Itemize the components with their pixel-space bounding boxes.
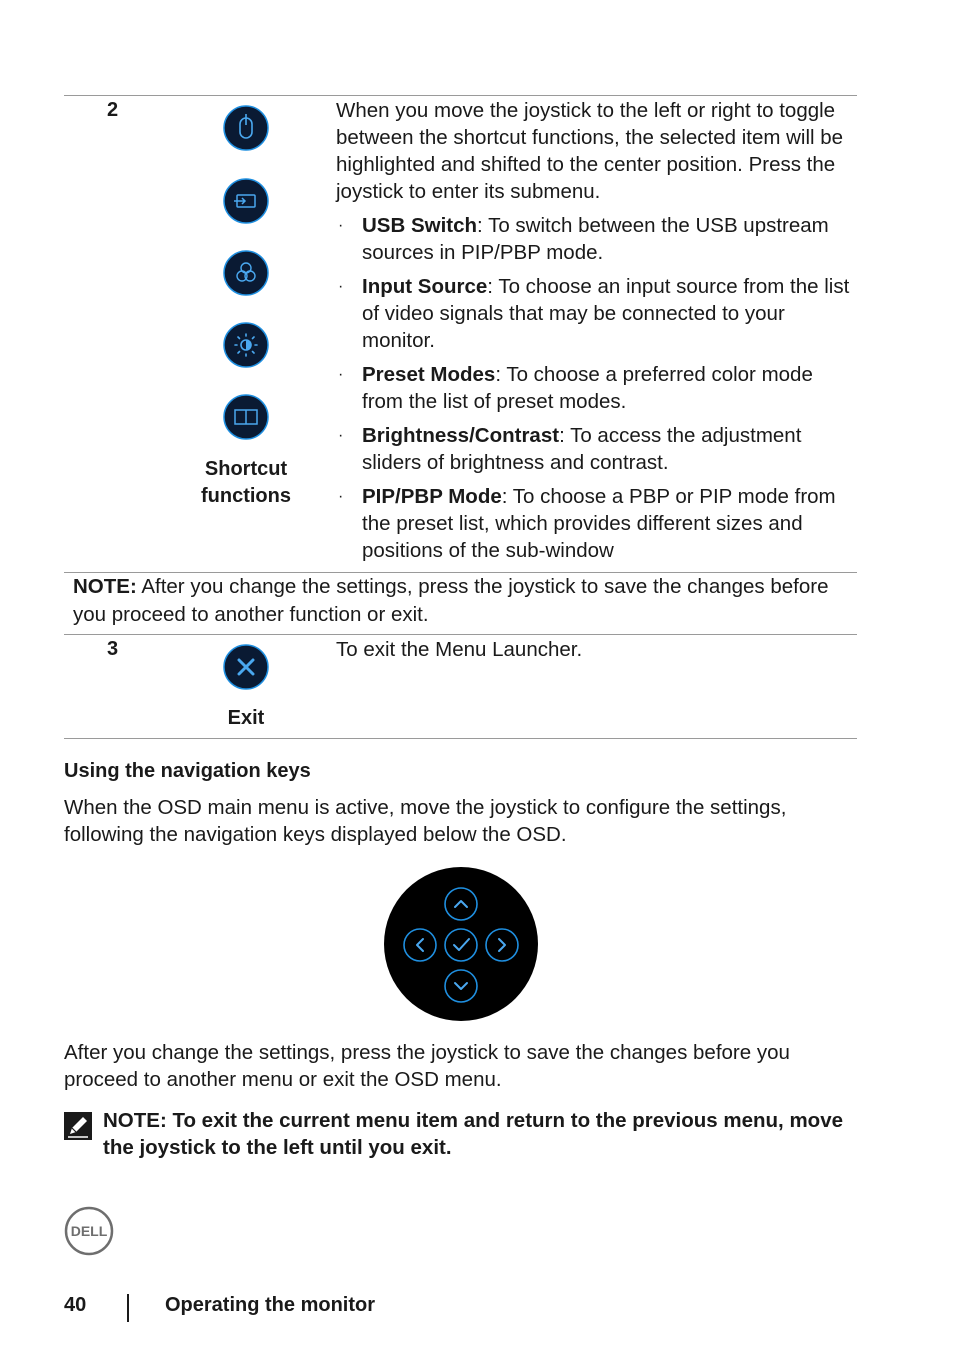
exit-description: To exit the Menu Launcher. [336,638,583,661]
bullet-text: : To choose a PBP or PIP mode from the preset list, which provides different sizes and positions of the sub-window [362,485,836,562]
footer-title: Operating the monitor [165,1294,375,1316]
preset-modes-icon [223,250,269,296]
shortcut-bullet-list [336,212,856,571]
shortcut-functions-label [176,456,316,510]
bullet-text: : To choose an input source from the list of video signals that may be connected to your monitor. [362,275,850,352]
bullet-brightness-contrast: · Brightness/Contrast: To access the adjustment sliders of brightness and contrast. [338,424,802,474]
row-number: 2 [107,99,119,121]
shortcut-description: When you move the joystick to the left or right to toggle between the shortcut functions, the selected item will be highlighted and shifted to the center position. Press the joystick to enter its submenu. [336,99,844,203]
bullet-preset-modes: · Preset Modes: To choose a preferred color mode from the list of preset modes. [338,363,813,413]
bullet-pip-pbp-mode: · PIP/PBP Mode: To choose a PBP or PIP mode from the preset list, which provides different sizes and positions of the sub-window [338,485,836,562]
bullet-text: : To switch between the USB upstream sources in PIP/PBP mode. [362,214,829,264]
footer-divider [127,1294,129,1322]
brightness-contrast-icon [223,322,269,368]
input-source-icon [223,178,269,224]
note-exit-menu: NOTE: To exit the current menu item and return to the previous menu, move the joystick to the left until you exit. [103,1109,844,1159]
bullet-term: Preset Modes [362,363,496,386]
table-rule-note-bottom [64,634,857,635]
label-line: Shortcut [204,458,288,480]
joystick-navigation-diagram [383,866,539,1022]
bullet-term: PIP/PBP Mode [362,485,502,508]
exit-icon [223,644,269,690]
bullet-text: : To choose a preferred color mode from the list of preset modes. [362,363,813,413]
bullet-term: USB Switch [362,214,478,237]
bullet-input-source: · Input Source: To choose an input source from the list of video signals that may be connected to your monitor. [338,275,850,352]
label-line: functions [201,485,291,507]
usb-switch-icon [223,105,269,151]
note-label: NOTE: [73,575,137,598]
pip-pbp-icon [223,394,269,440]
bullet-text: : To access the adjustment sliders of brightness and contrast. [362,424,802,474]
dell-logo [64,1206,114,1256]
table-rule-bottom [64,738,857,739]
row-number: 3 [107,638,119,660]
section-after-text: After you change the settings, press the joystick to save the changes before you proceed to another menu or exit the OSD menu. [64,1041,790,1091]
section-heading: Using the navigation keys [64,760,311,782]
dell-logo-text: DELL [70,1223,108,1239]
exit-label: Exit [227,707,265,729]
note-pencil-icon [64,1112,92,1140]
page-number: 40 [64,1294,87,1316]
bullet-term: Brightness/Contrast [362,424,560,447]
table-rule-top [64,95,857,96]
note-text: After you change the settings, press the joystick to save the changes before you proceed to another function or exit. [73,575,829,626]
section-intro: When the OSD main menu is active, move the joystick to configure the settings, following the navigation keys displayed below the OSD. [64,796,787,846]
table-note [73,573,853,629]
bullet-term: Input Source [362,275,488,298]
bullet-usb-switch: · USB Switch: To switch between the USB upstream sources in PIP/PBP mode. [338,214,829,264]
